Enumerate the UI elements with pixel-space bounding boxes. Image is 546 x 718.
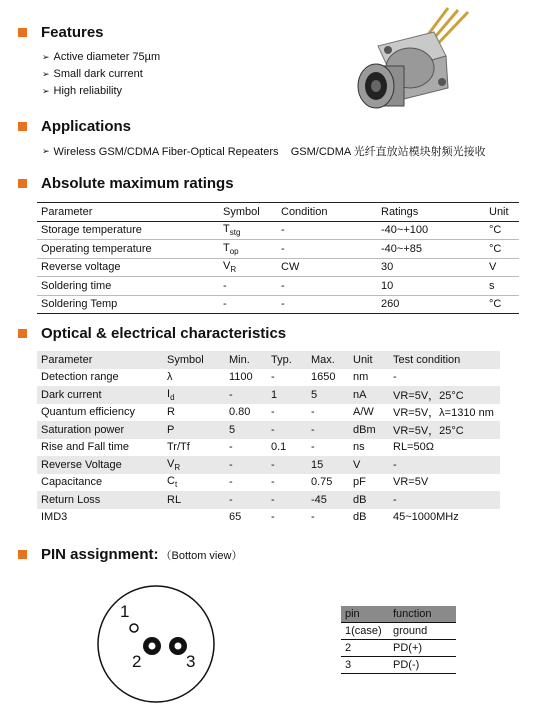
table-row: Soldering time - - 10 s [37, 277, 519, 296]
table-header-row: Parameter Symbol Condition Ratings Unit [37, 203, 519, 222]
table-row: Rise and Fall time Tr/Tf - 0.1 - ns RL=50Ω [41, 441, 434, 454]
section-marker-icon [18, 28, 27, 37]
table-row: 1(case) ground [341, 623, 456, 640]
arrow-bullet-icon: ➢ [42, 68, 50, 79]
feature-item: ➢ High reliability [42, 85, 123, 97]
pin-title: PIN assignment: [41, 546, 159, 563]
feature-item: ➢ Small dark current [42, 68, 143, 80]
table-row: Quantum efficiency R 0.80 - - A/W VR=5V，λ=1310 nm [41, 406, 494, 420]
table-row: Capacitance $C_t$ - - 0.75 pF VR=5V [41, 475, 429, 490]
pin-1-dot [130, 624, 138, 632]
table-row: Detection range λ 1100 - 1650 nm - [41, 371, 397, 384]
pin-diagram [88, 568, 248, 718]
table-row: Dark current $I_d$ - 1 5 nA VR=5V，25°C [37, 386, 500, 404]
abs-max-title: Absolute maximum ratings [41, 175, 234, 192]
table-header-row: Parameter Symbol Min. Typ. Max. Unit Test condition [37, 351, 500, 369]
pin-2-label: 2 [132, 652, 142, 671]
optical-table [37, 351, 500, 526]
section-marker-icon [18, 329, 27, 338]
arrow-bullet-icon: ➢ [42, 51, 50, 62]
table-row: Reverse Voltage $V_R$ - - 15 V - [37, 456, 500, 474]
table-row: Return Loss RL - - -45 dB - [37, 491, 500, 509]
arrow-bullet-icon: ➢ [42, 145, 50, 156]
table-row: Soldering Temp - - 260 °C [37, 295, 519, 314]
optical-heading [18, 325, 286, 342]
applications-title: Applications [41, 118, 132, 135]
pin-table [341, 606, 456, 674]
section-marker-icon [18, 550, 27, 559]
section-marker-icon [18, 179, 27, 188]
table-row: Reverse voltage $V_R$ CW 30 V [37, 258, 519, 277]
pin-3-label: 3 [186, 652, 196, 671]
table-header-row: pin function [341, 606, 456, 623]
applications-heading [18, 118, 131, 135]
table-row: 2 PD(+) [341, 640, 456, 657]
table-row: Operating temperature $T_{op}$ - -40~+85 °C [37, 240, 519, 259]
optical-title: Optical & electrical characteristics [41, 325, 287, 342]
table-row: Saturation power P 5 - - dBm VR=5V，25°C [37, 421, 500, 439]
table-row: IMD3 65 - - dB 45~1000MHz [41, 511, 459, 524]
abs-max-heading [18, 175, 234, 192]
table-row: Storage temperature $T_{stg}$ - -40~+100 °C [37, 221, 519, 240]
features-heading [18, 24, 104, 41]
arrow-bullet-icon: ➢ [42, 85, 50, 96]
pin-1-label: 1 [120, 602, 130, 621]
application-item: ➢ Wireless GSM/CDMA Fiber-Optical Repeaters GSM/CDMA 光纤直放站模块射频光接收 [42, 145, 486, 158]
pin-heading [18, 546, 242, 563]
pin-subtitle: （Bottom view） [160, 549, 243, 562]
table-row: 3 PD(-) [341, 657, 456, 674]
abs-max-table [37, 202, 519, 314]
section-marker-icon [18, 122, 27, 131]
features-title: Features [41, 24, 104, 41]
feature-item: ➢ Active diameter 75µm [42, 51, 161, 63]
photodiode-product-image [326, 2, 484, 114]
